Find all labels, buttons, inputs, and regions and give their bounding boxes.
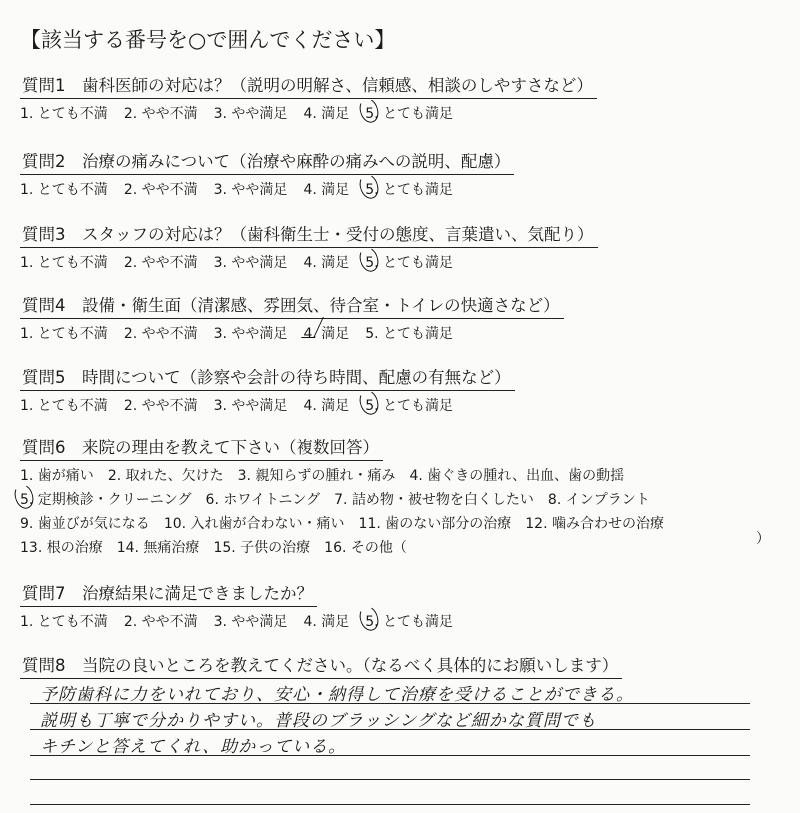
- selection-circle-icon: [357, 96, 382, 125]
- answer-option[interactable]: 5. 定期検診・クリーニング: [20, 489, 192, 509]
- page-title: 【該当する番号を○で囲んでください】: [20, 28, 396, 52]
- answer-options: [20, 611, 469, 631]
- question-6: [20, 434, 678, 557]
- answer-options: [20, 252, 598, 272]
- answer-option[interactable]: 6. ホワイトニング: [205, 492, 321, 508]
- selection-circle-icon: [357, 388, 382, 417]
- answer-option[interactable]: 2. やや不満: [123, 255, 198, 271]
- question-label: 質問4 設備・衛生面（清潔感、雰囲気、待合室・トイレの快適さなど）: [20, 292, 564, 319]
- answer-option[interactable]: 3. やや満足: [213, 398, 288, 414]
- answer-option[interactable]: 4. 満足: [303, 106, 350, 122]
- answer-option[interactable]: 12. 噛み合わせの治療: [525, 516, 664, 532]
- answer-option[interactable]: 5. とても満足: [365, 252, 453, 272]
- answer-option[interactable]: 5. とても満足: [365, 395, 453, 415]
- answer-option[interactable]: 2. 取れた、欠けた: [107, 468, 224, 484]
- question-label: 質問7 治療結果に満足できましたか？: [20, 580, 317, 607]
- option-row: [20, 537, 678, 557]
- answer-option[interactable]: 1. とても不満: [20, 614, 108, 630]
- answer-option[interactable]: 1. とても不満: [20, 326, 108, 342]
- answer-option[interactable]: 14. 無痛治療: [116, 540, 200, 556]
- answer-options: [20, 103, 597, 123]
- question-7: [20, 580, 469, 631]
- option-row: [20, 513, 678, 533]
- answer-option[interactable]: 1. とても不満: [20, 255, 108, 271]
- question-2: [20, 148, 514, 199]
- selection-circle-icon: [357, 172, 382, 201]
- handwritten-answer-line-2: 説明も丁寧で分かりやすい。普段のブラッシングなど細かな質問でも: [40, 711, 597, 731]
- selection-circle-icon: [357, 245, 382, 274]
- answer-option[interactable]: 15. 子供の治療: [213, 540, 311, 556]
- answer-option[interactable]: 1. とても不満: [20, 398, 108, 414]
- answer-option[interactable]: 5. とても満足: [365, 611, 453, 631]
- question-5: [20, 364, 515, 415]
- question-label: 質問6 来院の理由を教えて下さい（複数回答）: [20, 434, 383, 461]
- selection-circle-icon: [357, 604, 382, 633]
- question-3: [20, 221, 598, 272]
- selection-circle-icon: [12, 482, 37, 511]
- answer-option[interactable]: 4. 満足: [303, 614, 350, 630]
- answer-option[interactable]: 2. やや不満: [123, 398, 198, 414]
- answer-option[interactable]: 9. 歯並びが気になる: [20, 516, 150, 532]
- answer-option[interactable]: 3. やや満足: [213, 106, 288, 122]
- answer-option[interactable]: 1. とても不満: [20, 182, 108, 198]
- answer-option[interactable]: 13. 根の治療: [20, 540, 103, 556]
- answer-option[interactable]: 16. その他（: [324, 540, 407, 556]
- other-close-paren: ）: [756, 531, 770, 547]
- answer-options: [20, 465, 678, 557]
- question-label: 質問2 治療の痛みについて（治療や麻酔の痛みへの説明、配慮）: [20, 148, 514, 175]
- answer-option[interactable]: 3. やや満足: [213, 182, 288, 198]
- handwritten-answer-line-3: キチンと答えてくれ、助かっている。: [40, 737, 347, 757]
- answer-line: [30, 779, 750, 780]
- answer-option[interactable]: 8. インプラント: [547, 492, 650, 508]
- answer-option[interactable]: 3. やや満足: [213, 326, 288, 342]
- question-label: 質問3 スタッフの対応は？（歯科衛生士・受付の態度、言葉遣い、気配り）: [20, 221, 598, 248]
- answer-option[interactable]: 2. やや不満: [123, 106, 198, 122]
- answer-option[interactable]: 3. 親知らずの腫れ・痛み: [237, 468, 396, 484]
- answer-option[interactable]: 5. とても満足: [365, 103, 453, 123]
- selection-circle-icon: [302, 317, 325, 338]
- answer-option[interactable]: 2. やや不満: [123, 326, 198, 342]
- answer-option[interactable]: 1. 歯が痛い: [20, 468, 94, 484]
- answer-option[interactable]: 4. 歯ぐきの腫れ、出血、歯の動揺: [409, 468, 625, 484]
- answer-options: [20, 179, 514, 199]
- answer-options: [20, 395, 515, 415]
- answer-option[interactable]: 5. とても満足: [365, 179, 453, 199]
- answer-option[interactable]: 11. 歯のない部分の治療: [358, 516, 512, 532]
- answer-option[interactable]: 2. やや不満: [123, 182, 198, 198]
- option-row: [20, 465, 678, 485]
- answer-options: [20, 323, 564, 343]
- question-label: 質問1 歯科医師の対応は？（説明の明解さ、信頼感、相談のしやすさなど）: [20, 72, 597, 99]
- question-label: 質問8 当院の良いところを教えてください。（なるべく具体的にお願いします）: [20, 652, 622, 679]
- question-8: [20, 652, 622, 679]
- answer-option[interactable]: 3. やや満足: [213, 255, 288, 271]
- answer-option[interactable]: 7. 詰め物・被せ物を白くしたい: [334, 492, 534, 508]
- option-row: [20, 489, 678, 509]
- question-label: 質問5 時間について（診察や会計の待ち時間、配慮の有無など）: [20, 364, 515, 391]
- answer-option[interactable]: 10. 入れ歯が合わない・痛い: [163, 516, 345, 532]
- question-4: [20, 292, 564, 343]
- answer-option[interactable]: 4. 満足: [303, 182, 350, 198]
- answer-line: [30, 804, 750, 805]
- handwritten-answer-line-1: 予防歯科に力をいれており、安心・納得して治療を受けることができる。: [40, 685, 634, 705]
- answer-option[interactable]: 2. やや不満: [123, 614, 198, 630]
- question-1: [20, 72, 597, 123]
- answer-option[interactable]: 4. 満足: [303, 255, 350, 271]
- answer-option[interactable]: 4. 満足: [303, 398, 350, 414]
- answer-option[interactable]: 5. とても満足: [365, 326, 454, 342]
- answer-option[interactable]: 1. とても不満: [20, 106, 108, 122]
- answer-option[interactable]: 4. 満足: [303, 323, 349, 343]
- answer-option[interactable]: 3. やや満足: [213, 614, 288, 630]
